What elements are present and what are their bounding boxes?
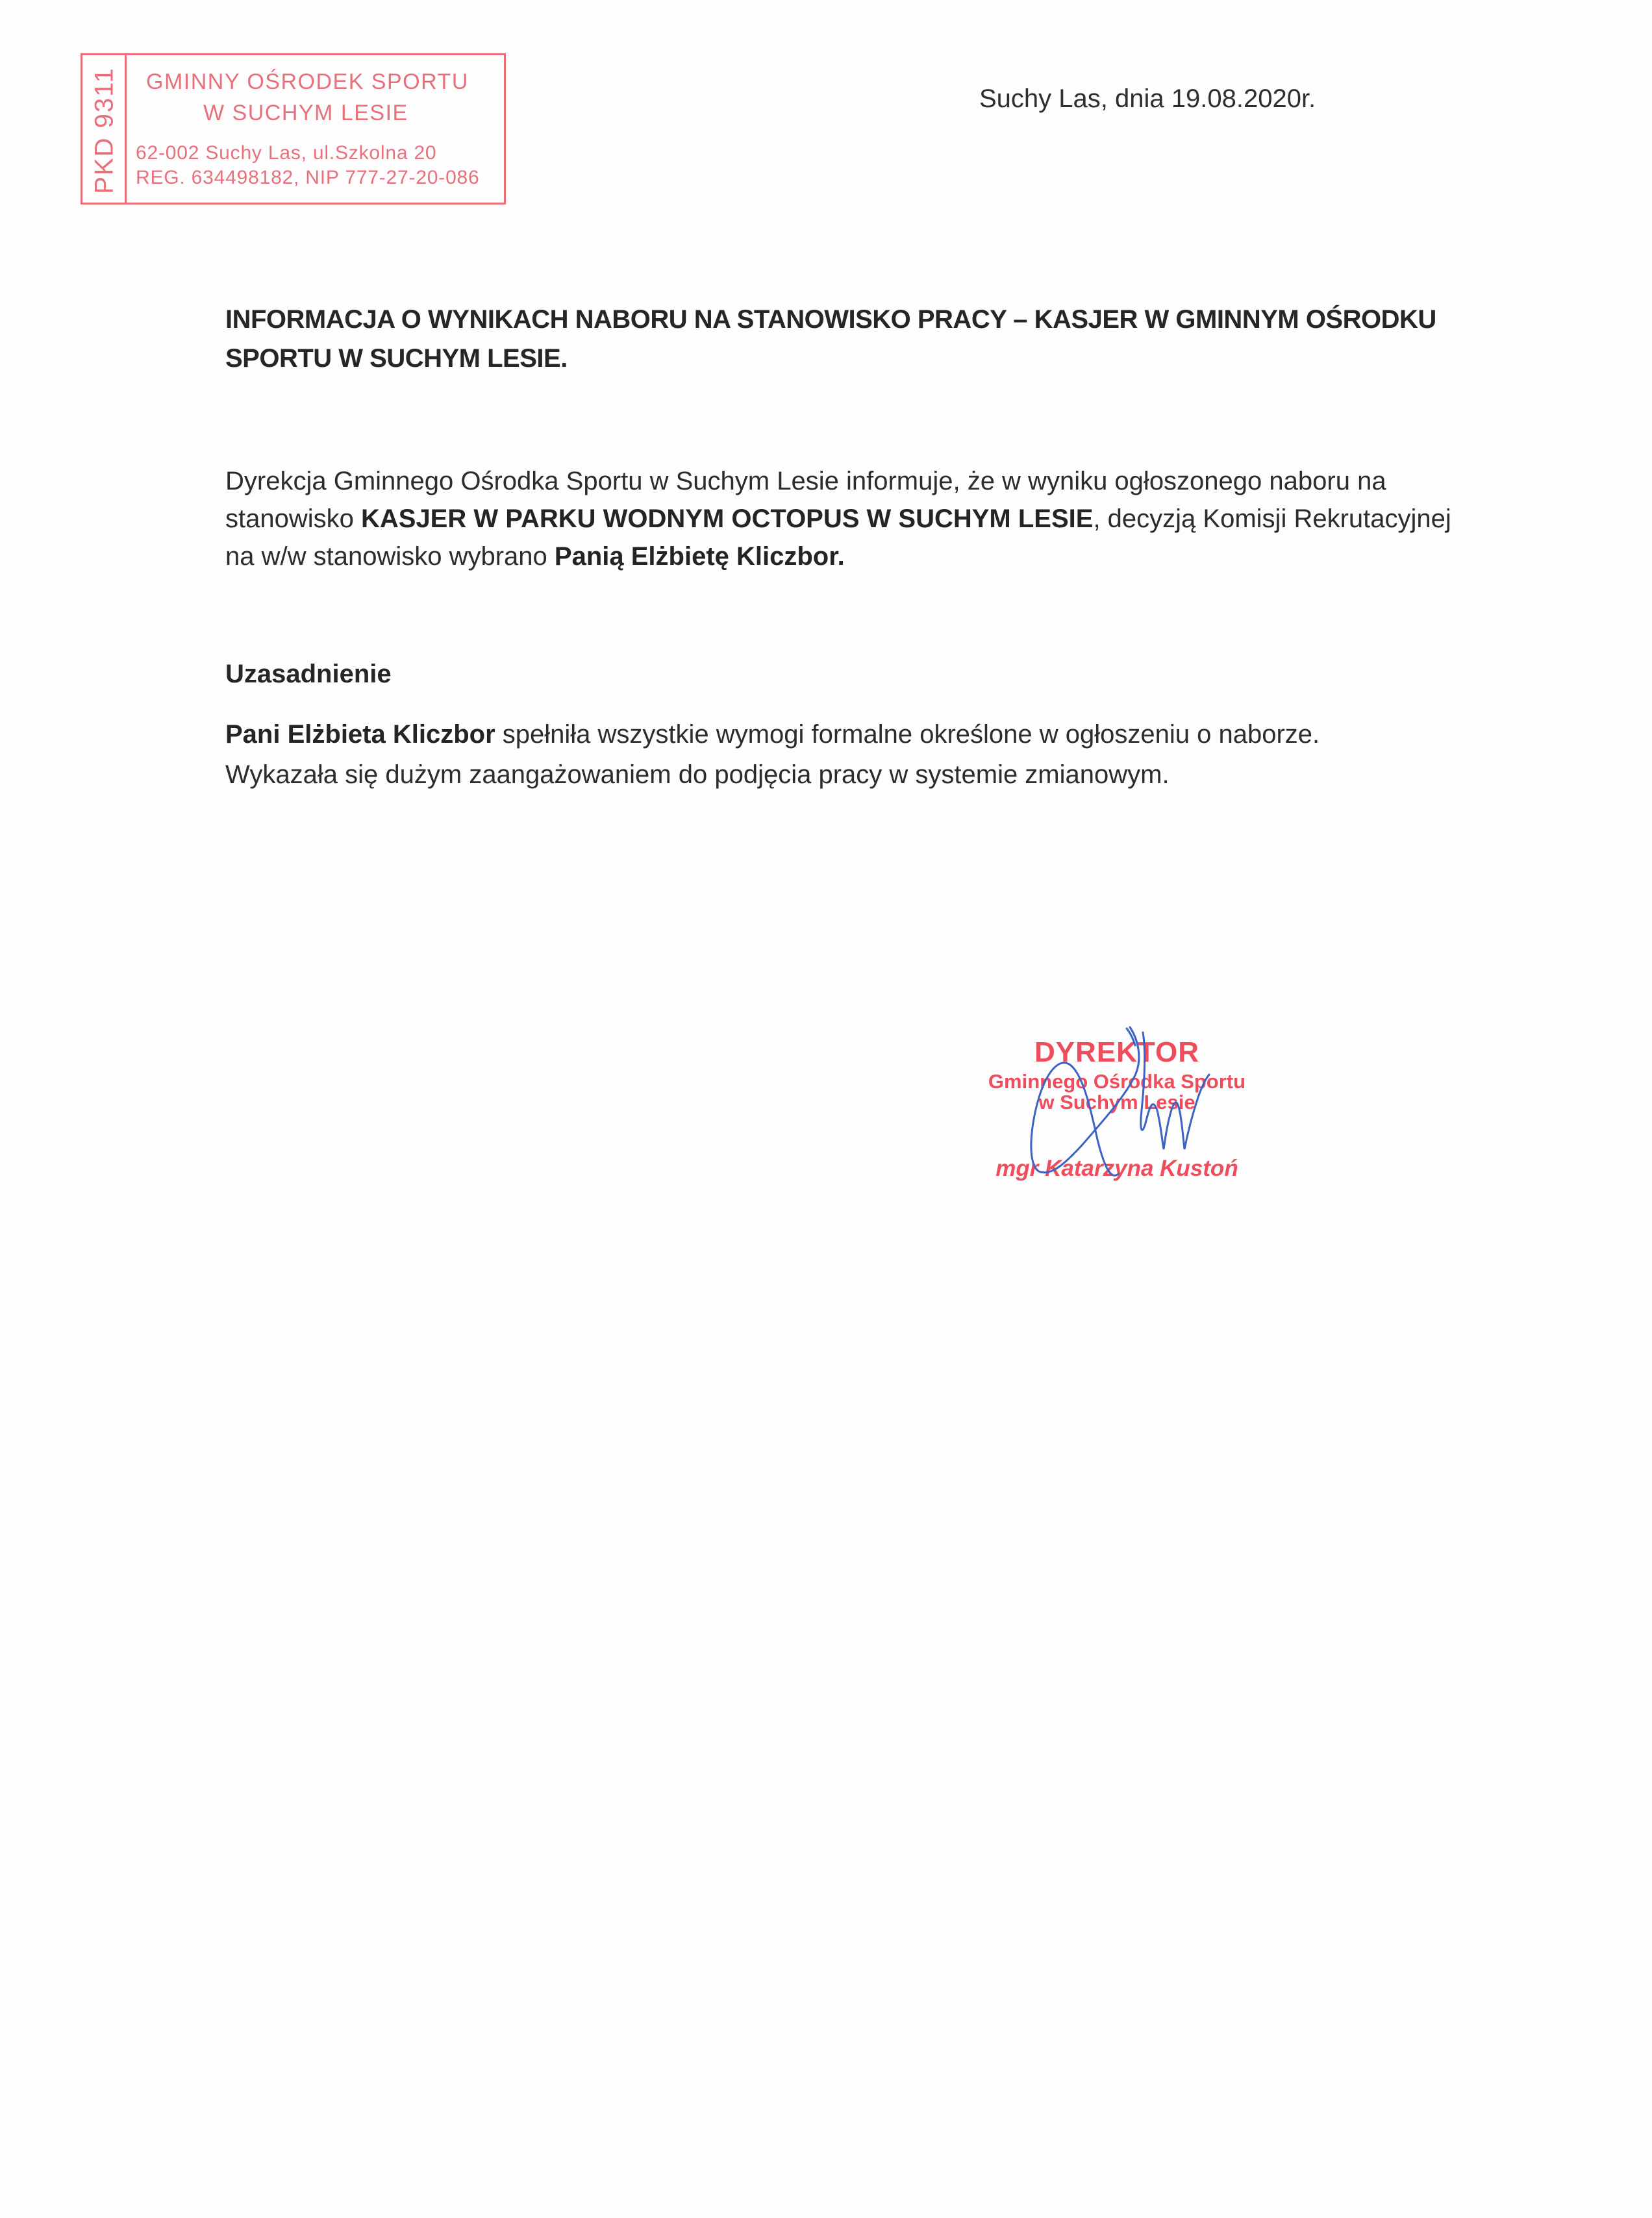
stamp-address: 62-002 Suchy Las, ul.Szkolna 20 bbox=[136, 142, 437, 164]
paragraph1-line3 bbox=[225, 538, 1451, 575]
justification-heading: Uzasadnienie bbox=[225, 660, 392, 688]
stamp-name-line2: W SUCHYM LESIE bbox=[203, 101, 408, 125]
paragraph1-line2-suffix: , decyzją Komisji Rekrutacyjnej bbox=[1093, 505, 1451, 533]
title-line1: INFORMACJA O WYNIKACH NABORU NA STANOWISKO PRACY – KASJER W GMINNYM OŚRODKU bbox=[225, 305, 1436, 334]
paragraph1-line3-prefix: na w/w stanowisko wybrano bbox=[225, 542, 555, 571]
stamp-name-line1: GMINNY OŚRODEK SPORTU bbox=[146, 69, 469, 94]
paragraph1-line2 bbox=[225, 500, 1451, 538]
signature-person: mgr Katarzyna Kustoń bbox=[995, 1156, 1238, 1181]
justification-line1-rest: spełniła wszystkie wymogi formalne określone w ogłoszeniu o naborze. bbox=[495, 720, 1320, 749]
justification-line1 bbox=[225, 714, 1320, 754]
director-signature-stamp bbox=[968, 1013, 1266, 1195]
stamp-registry: REG. 634498182, NIP 777-27-20-086 bbox=[136, 167, 480, 188]
signature-title: DYREKTOR bbox=[1034, 1036, 1200, 1068]
paragraph1-line2-prefix: stanowisko bbox=[225, 505, 361, 533]
institution-stamp bbox=[81, 53, 506, 205]
justification-paragraph bbox=[225, 714, 1320, 795]
title-line2: SPORTU W SUCHYM LESIE. bbox=[225, 344, 568, 373]
candidate-name: Pani Elżbieta Kliczbor bbox=[225, 720, 495, 749]
signature-org-line1: Gminnego Ośrodka Sportu bbox=[988, 1070, 1246, 1093]
position-name: KASJER W PARKU WODNYM OCTOPUS W SUCHYM LESIE bbox=[360, 505, 1094, 533]
document-date: Suchy Las, dnia 19.08.2020r. bbox=[979, 84, 1316, 113]
selected-candidate: Panią Elżbietę Kliczbor. bbox=[554, 542, 845, 571]
document-title bbox=[225, 300, 1446, 378]
announcement-paragraph bbox=[225, 462, 1451, 575]
paragraph1-line1: Dyrekcja Gminnego Ośrodka Sportu w Suchym Lesie informuje, że w wyniku ogłoszonego naboru na bbox=[225, 467, 1386, 495]
signature-org-line2: w Suchym Lesie bbox=[1038, 1091, 1195, 1114]
stamp-pkd-code: PKD 9311 bbox=[90, 67, 119, 194]
stamp-side-panel bbox=[82, 55, 127, 203]
justification-line2: Wykazała się dużym zaangażowaniem do podjęcia pracy w systemie zmianowym. bbox=[225, 760, 1170, 789]
